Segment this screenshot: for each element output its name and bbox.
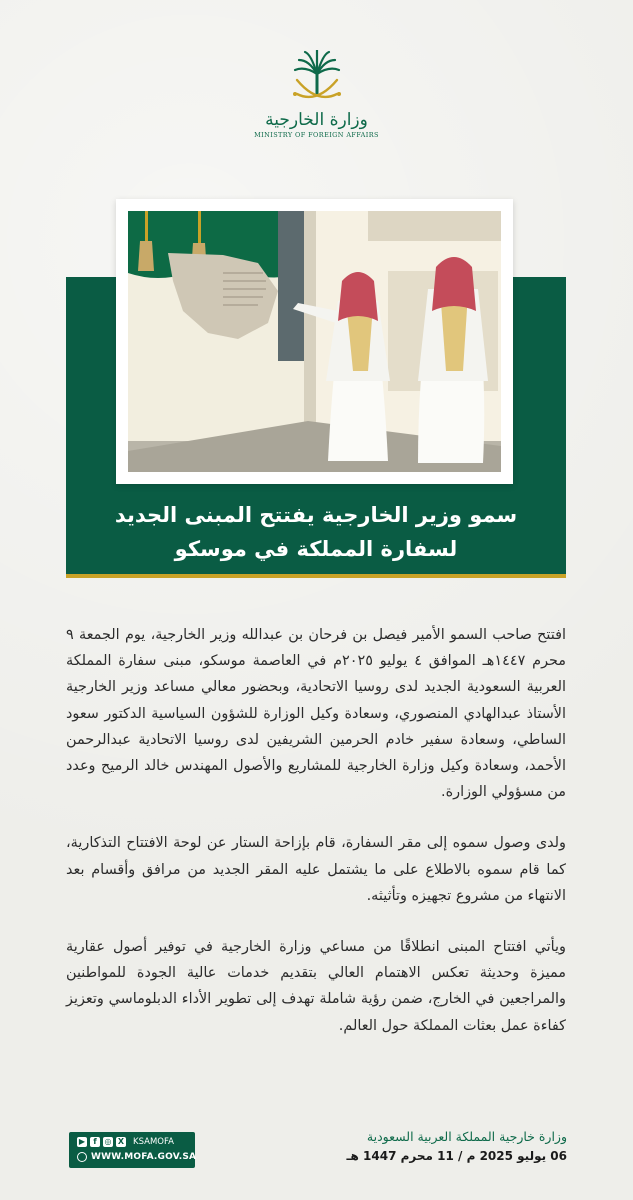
palm-swords-emblem-icon bbox=[287, 50, 347, 108]
youtube-icon[interactable]: ▶ bbox=[78, 1137, 86, 1146]
x-icon[interactable]: X bbox=[117, 1137, 125, 1146]
footer-signature bbox=[307, 1128, 567, 1166]
gold-divider bbox=[66, 574, 566, 578]
instagram-icon[interactable]: ◎ bbox=[104, 1137, 112, 1146]
event-photo bbox=[128, 211, 501, 472]
website-row[interactable] bbox=[77, 1152, 196, 1162]
footer-org-name: وزارة خارجية المملكة العربية السعودية bbox=[366, 1129, 567, 1144]
social-handle: KSAMOFA bbox=[133, 1137, 174, 1147]
website-link[interactable]: WWW.MOFA.GOV.SA bbox=[91, 1152, 197, 1162]
headline bbox=[66, 498, 566, 566]
social-badge[interactable] bbox=[69, 1132, 195, 1168]
globe-icon bbox=[77, 1152, 87, 1162]
article-body bbox=[66, 622, 566, 1064]
footer-date: 06 يوليو 2025 م / 11 محرم 1447 هـ bbox=[346, 1149, 567, 1163]
ministry-name-arabic: وزارة الخارجية bbox=[265, 110, 368, 130]
paragraph-1: افتتح صاحب السمو الأمير فيصل بن فرحان بن عبدالله وزير الخارجية، يوم الجمعة ٩ محرم ١٤٤٧هـ الموافق ٤ يوليو ٢٠٢٥م في العاصمة موسكو، مبنى سفارة المملكة العربية السعودية الجديد لدى روسيا الاتحادية، وبحضور معالي مساعد وزير الخارجية الأستاذ عبدالهادي المنصوري، وسعادة وكيل الوزارة للشؤون السياسية الدكتور سعود الساطي، وسعادة سفير خادم الحرمين الشريفين لدى روسيا الاتحادية عبدالرحمن الأحمد، وسعادة وكيل وزارة الخارجية للمشاريع والأصول المهندس خالد الرميح وعدد من مسؤولي الوزارة. bbox=[66, 627, 567, 801]
photo-frame bbox=[116, 199, 513, 484]
headline-line-1: سمو وزير الخارجية يفتتح المبنى الجديد bbox=[114, 503, 518, 527]
social-icons bbox=[77, 1136, 174, 1148]
paragraph-2: ولدى وصول سموه إلى مقر السفارة، قام بإزاحة الستار عن لوحة الافتتاح التذكارية، كما قام سموه بالاطلاع على ما يشتمل عليه المقر الجديد من مرافق وأقسام بعد الانتهاء من مشروع تجهيزه وتأثيثه. bbox=[66, 835, 566, 904]
headline-line-2: لسفارة المملكة في موسكو bbox=[174, 537, 458, 561]
facebook-icon[interactable]: f bbox=[90, 1137, 100, 1147]
ministry-name-english: MINISTRY OF FOREIGN AFFAIRS bbox=[254, 131, 379, 139]
paragraph-3: ويأتي افتتاح المبنى انطلاقًا من مساعي وزارة الخارجية في توفير أصول عقارية مميزة وحديثة تعكس الاهتمام العالي بتقديم خدمات عالية الجودة للمواطنين والمراجعين في الخارج، ضمن رؤية شاملة تهدف إلى تطوير الأداء الدبلوماسي وتعزيز كفاءة عمل بعثات المملكة حول العالم. bbox=[66, 939, 566, 1034]
ministry-logo bbox=[0, 50, 633, 140]
